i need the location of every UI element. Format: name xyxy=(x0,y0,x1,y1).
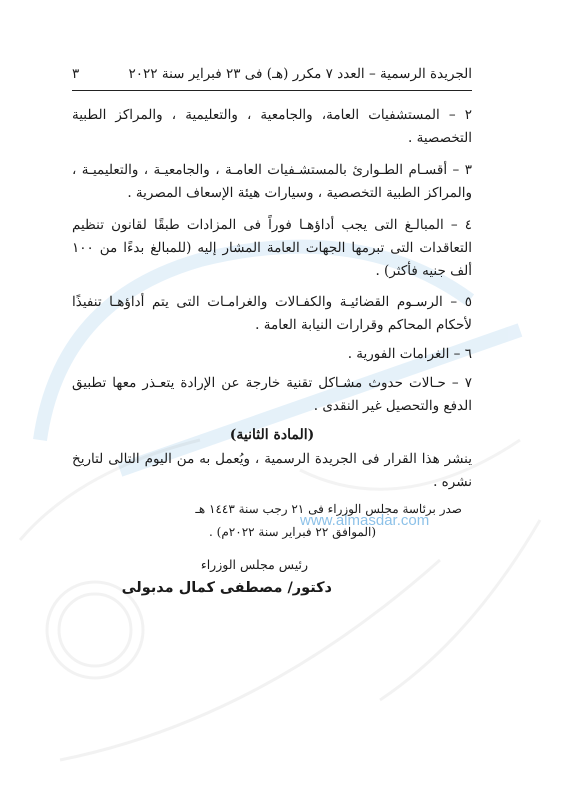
document-body xyxy=(72,100,472,600)
page-number: ٣ xyxy=(72,66,80,82)
issued-date-line: (الموافق ٢٢ فبراير سنة ٢٠٢٢م) . xyxy=(209,525,376,539)
page-header xyxy=(72,62,472,86)
list-item-7: ٧ – حـالات حدوث مشـاكل تقنية خارجة عن الإرادة يتعـذر معها تطبيق الدفع والتحصيل غير النقدى . xyxy=(72,375,472,414)
header-title: الجريدة الرسمية – العدد ٧ مكرر (هـ) فى ٢٣ فبراير سنة ٢٠٢٢ xyxy=(128,66,472,82)
list-item-3: ٣ – أقسـام الطـوارئ بالمستشـفيات العامـة ، والجامعيـة ، والتعليميـة ، والمراكز الطبية التخصصية ، وسيارات هيئة الإسعاف المصرية . xyxy=(72,162,472,201)
list-item-6: ٦ – الغرامات الفورية . xyxy=(347,346,472,362)
list-item-5: ٥ – الرسـوم القضائيـة والكفـالات والغرامـات التى يتم أداؤهـا تنفيذًا لأحكام المحاكم وقرارات النيابة العامة . xyxy=(72,294,472,333)
list-item-4: ٤ – المبالـغ التى يجب أداؤهـا فوراً فى المزادات طبقًا لقانون تنظيم التعاقدات التى تبرمها الجهات العامة المشار إليه (للمبالغ بدءًا من ١٠٠ ألف جنيه فأكثر) . xyxy=(72,217,472,279)
watermark-text: www.almasdar.com xyxy=(300,512,430,529)
header-divider xyxy=(72,90,472,91)
article-two-body: ينشر هذا القرار فى الجريدة الرسمية ، ويُعمل به من اليوم التالى لتاريخ نشره . xyxy=(72,451,472,490)
signatory-title: رئيس مجلس الوزراء xyxy=(200,557,308,572)
article-two-heading: (المادة الثانية) xyxy=(229,427,315,443)
signatory-name: دكتور/ مصطفى كمال مدبولى xyxy=(121,580,332,596)
list-item-2: ٢ – المستشفيات العامة، والجامعية ، والتعليمية ، والمراكز الطبية التخصصية . xyxy=(72,107,472,146)
issued-line: صدر برئاسة مجلس الوزراء فى ٢١ رجب سنة ١٤٤٣ هـ xyxy=(195,502,462,516)
